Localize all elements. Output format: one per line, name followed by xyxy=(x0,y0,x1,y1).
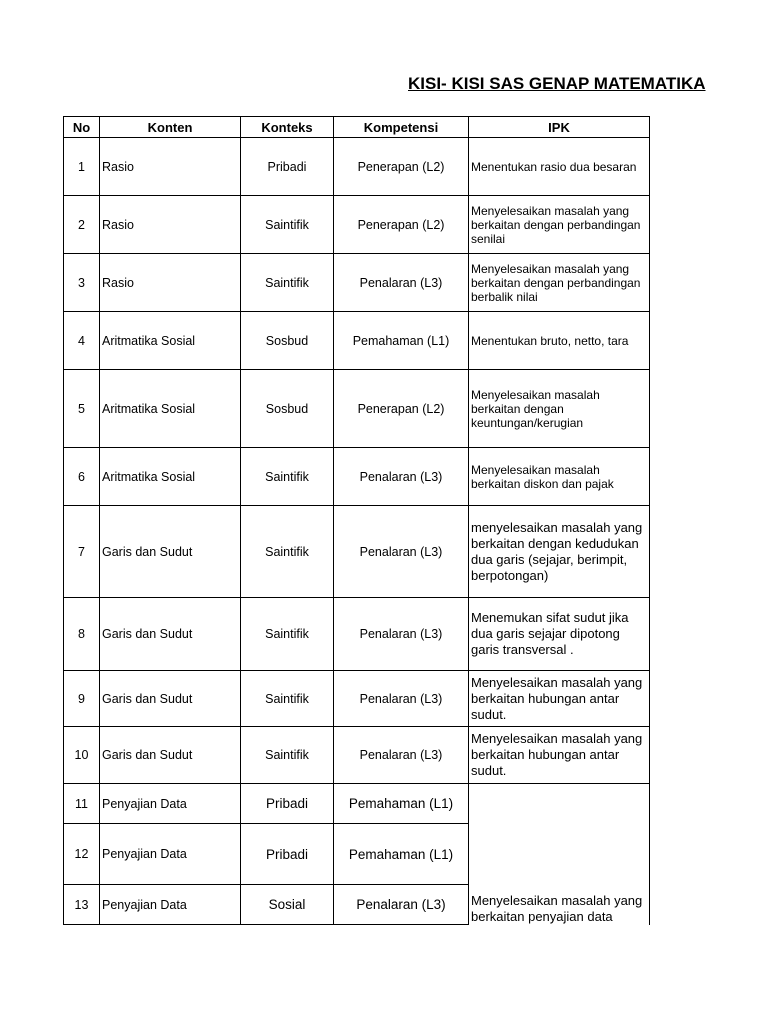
table-row xyxy=(64,254,650,312)
cell-kompetensi: Penalaran (L3) xyxy=(334,671,469,727)
cell-ipk: Menyelesaikan masalah yang berkaitan hubungan antar sudut. xyxy=(469,727,650,784)
cell-ipk: Menyelesaikan masalah berkaitan diskon dan pajak xyxy=(469,448,650,506)
table-row xyxy=(64,370,650,448)
cell-konteks: Saintifik xyxy=(241,598,334,671)
cell-kompetensi: Penalaran (L3) xyxy=(334,506,469,598)
cell-ipk: Menyelesaikan masalah yang berkaitan dengan perbandingan senilai xyxy=(469,196,650,254)
cell-no: 12 xyxy=(64,824,100,885)
cell-no: 4 xyxy=(64,312,100,370)
cell-konteks: Pribadi xyxy=(241,138,334,196)
table-row xyxy=(64,506,650,598)
table-row xyxy=(64,598,650,671)
cell-konteks: Saintifik xyxy=(241,671,334,727)
cell-konten: Aritmatika Sosial xyxy=(100,312,241,370)
cell-konteks: Saintifik xyxy=(241,506,334,598)
cell-ipk-merged: Menyelesaikan masalah yang berkaitan penyajian data xyxy=(469,784,650,925)
cell-konten: Penyajian Data xyxy=(100,885,241,925)
cell-ipk: menyelesaikan masalah yang berkaitan dengan kedudukan dua garis (sejajar, berimpit, berpotongan) xyxy=(469,506,650,598)
cell-kompetensi: Penalaran (L3) xyxy=(334,598,469,671)
cell-konten: Garis dan Sudut xyxy=(100,598,241,671)
cell-konteks: Sosial xyxy=(241,885,334,925)
cell-no: 1 xyxy=(64,138,100,196)
cell-ipk: Menyelesaikan masalah yang berkaitan hubungan antar sudut. xyxy=(469,671,650,727)
cell-no: 13 xyxy=(64,885,100,925)
table-row xyxy=(64,671,650,727)
cell-no: 9 xyxy=(64,671,100,727)
cell-no: 5 xyxy=(64,370,100,448)
cell-no: 2 xyxy=(64,196,100,254)
header-konten: Konten xyxy=(100,117,241,138)
cell-konten: Aritmatika Sosial xyxy=(100,370,241,448)
table-row xyxy=(64,312,650,370)
cell-konten: Garis dan Sudut xyxy=(100,671,241,727)
cell-ipk: Menentukan rasio dua besaran xyxy=(469,138,650,196)
table-row xyxy=(64,784,650,824)
cell-konteks: Pribadi xyxy=(241,824,334,885)
table-header-row xyxy=(64,117,650,138)
cell-konteks: Sosbud xyxy=(241,370,334,448)
kisi-table xyxy=(63,116,650,925)
table-row xyxy=(64,138,650,196)
cell-konteks: Saintifik xyxy=(241,448,334,506)
cell-konteks: Saintifik xyxy=(241,727,334,784)
header-kompetensi: Kompetensi xyxy=(334,117,469,138)
cell-kompetensi: Penerapan (L2) xyxy=(334,370,469,448)
cell-konten: Garis dan Sudut xyxy=(100,506,241,598)
cell-ipk: Menentukan bruto, netto, tara xyxy=(469,312,650,370)
cell-konteks: Pribadi xyxy=(241,784,334,824)
cell-no: 8 xyxy=(64,598,100,671)
cell-konten: Garis dan Sudut xyxy=(100,727,241,784)
cell-konten: Rasio xyxy=(100,196,241,254)
cell-konteks: Saintifik xyxy=(241,254,334,312)
cell-konten: Rasio xyxy=(100,254,241,312)
header-konteks: Konteks xyxy=(241,117,334,138)
cell-ipk: Menyelesaikan masalah yang berkaitan dengan perbandingan berbalik nilai xyxy=(469,254,650,312)
cell-konteks: Saintifik xyxy=(241,196,334,254)
cell-no: 3 xyxy=(64,254,100,312)
cell-konten: Aritmatika Sosial xyxy=(100,448,241,506)
cell-kompetensi: Pemahaman (L1) xyxy=(334,312,469,370)
table-row xyxy=(64,448,650,506)
table-row xyxy=(64,196,650,254)
cell-konten: Penyajian Data xyxy=(100,824,241,885)
cell-no: 10 xyxy=(64,727,100,784)
cell-kompetensi: Penerapan (L2) xyxy=(334,138,469,196)
page-title: KISI- KISI SAS GENAP MATEMATIKA xyxy=(408,74,706,93)
cell-kompetensi: Penalaran (L3) xyxy=(334,885,469,925)
table-row xyxy=(64,727,650,784)
cell-no: 11 xyxy=(64,784,100,824)
cell-kompetensi: Pemahaman (L1) xyxy=(334,824,469,885)
cell-konten: Rasio xyxy=(100,138,241,196)
cell-konten: Penyajian Data xyxy=(100,784,241,824)
header-no: No xyxy=(64,117,100,138)
cell-kompetensi: Penerapan (L2) xyxy=(334,196,469,254)
page-title-wrap xyxy=(408,72,706,98)
cell-no: 6 xyxy=(64,448,100,506)
cell-kompetensi: Penalaran (L3) xyxy=(334,727,469,784)
cell-ipk: Menyelesaikan masalah berkaitan dengan keuntungan/kerugian xyxy=(469,370,650,448)
cell-kompetensi: Pemahaman (L1) xyxy=(334,784,469,824)
cell-ipk: Menemukan sifat sudut jika dua garis sejajar dipotong garis transversal . xyxy=(469,598,650,671)
cell-konteks: Sosbud xyxy=(241,312,334,370)
cell-kompetensi: Penalaran (L3) xyxy=(334,448,469,506)
cell-kompetensi: Penalaran (L3) xyxy=(334,254,469,312)
cell-no: 7 xyxy=(64,506,100,598)
header-ipk: IPK xyxy=(469,117,650,138)
